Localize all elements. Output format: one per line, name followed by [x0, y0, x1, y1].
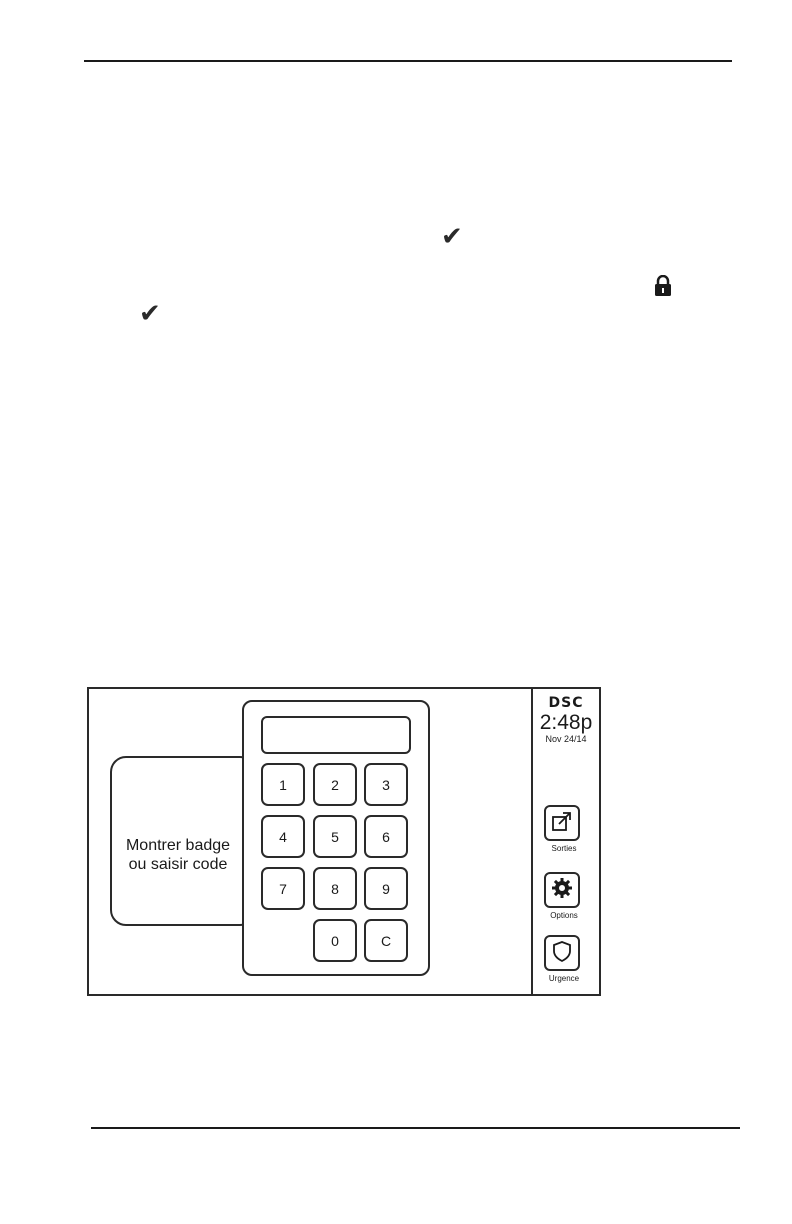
key-2[interactable]: 2	[313, 763, 357, 806]
keypad-screen	[87, 687, 601, 996]
options-label: Options	[550, 911, 578, 920]
badge-prompt-panel[interactable]	[110, 756, 256, 926]
key-9[interactable]: 9	[364, 867, 408, 910]
key-1[interactable]: 1	[261, 763, 305, 806]
badge-prompt	[112, 836, 244, 874]
key-4[interactable]: 4	[261, 815, 305, 858]
emergency-button[interactable]	[544, 935, 580, 971]
code-display	[261, 716, 411, 754]
clock-time: 2:48p	[539, 711, 593, 734]
badge-prompt-line-2: ou saisir code	[128, 856, 228, 873]
status-sidebar	[531, 689, 601, 994]
key-8[interactable]: 8	[313, 867, 357, 910]
exit-arrow-icon	[550, 809, 574, 838]
clock-date: Nov 24/14	[545, 734, 587, 744]
key-3[interactable]: 3	[364, 763, 408, 806]
key-5[interactable]: 5	[313, 815, 357, 858]
badge-prompt-line-1: Montrer badge	[125, 837, 231, 854]
check-icon: ✔	[139, 299, 161, 329]
key-clear[interactable]: C	[364, 919, 408, 962]
exits-label: Sorties	[551, 844, 577, 853]
key-6[interactable]: 6	[364, 815, 408, 858]
keypad	[242, 700, 430, 976]
brand-logo: DSC	[548, 695, 584, 711]
key-7[interactable]: 7	[261, 867, 305, 910]
key-0[interactable]: 0	[313, 919, 357, 962]
padlock-icon	[653, 275, 673, 302]
gear-icon	[550, 876, 574, 905]
shield-icon	[550, 939, 574, 968]
options-button[interactable]	[544, 872, 580, 908]
check-icon: ✔	[441, 222, 463, 252]
emergency-label: Urgence	[548, 974, 580, 983]
header-rule	[84, 60, 732, 62]
footer-rule	[91, 1127, 740, 1129]
exits-button[interactable]	[544, 805, 580, 841]
